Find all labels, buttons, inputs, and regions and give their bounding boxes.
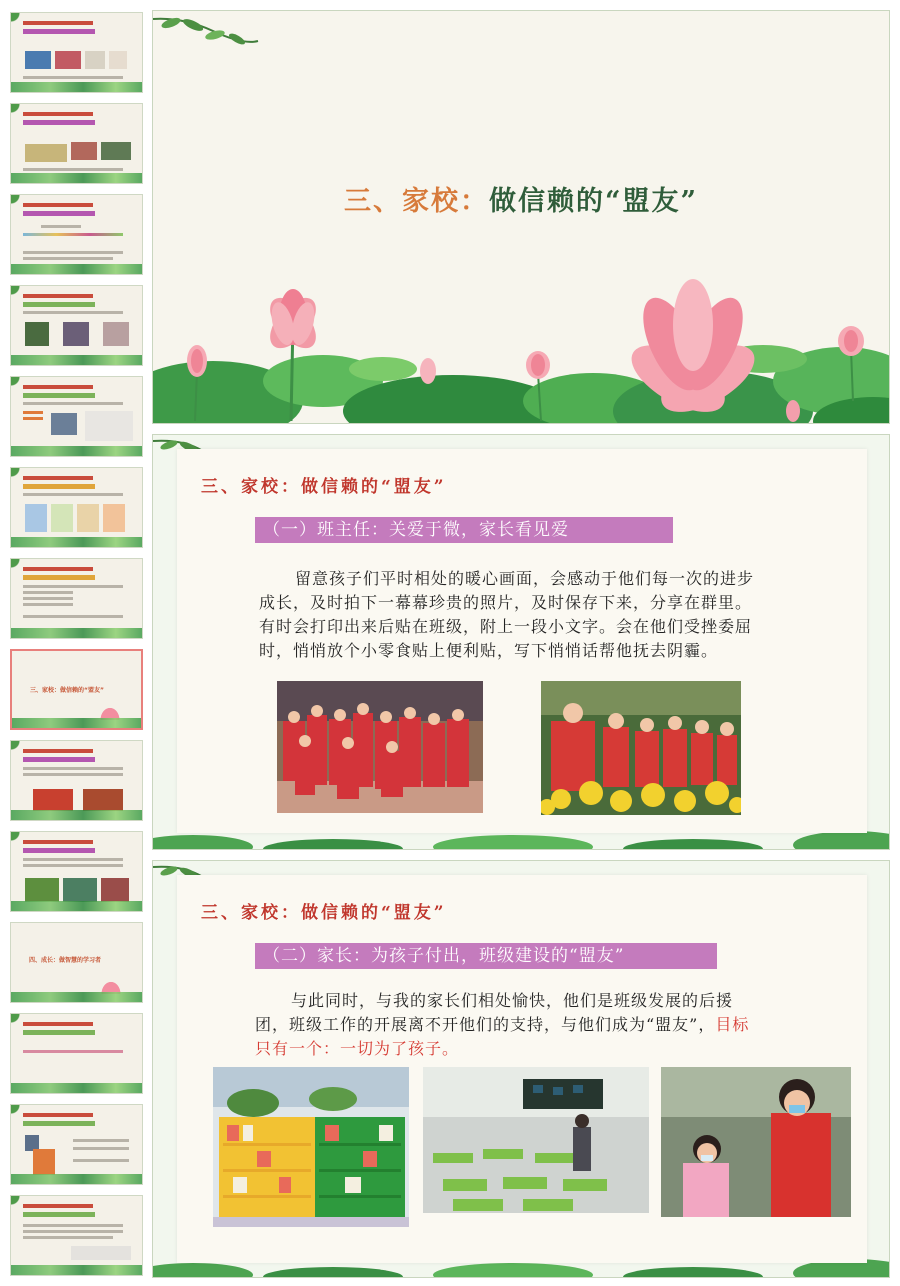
slide-thumbnail[interactable] (10, 1195, 143, 1276)
slide-class-teacher[interactable] (152, 434, 890, 850)
slide-thumbnail[interactable] (10, 467, 143, 548)
slide-thumbnail[interactable] (10, 103, 143, 184)
students-flowers-photo (541, 681, 741, 815)
body-paragraph: 留意孩子们平时相处的暖心画面，会感动于他们每一次的进步成长，及时拍下一幕幕珍贵的照片，及时保存下来，分享在群里。有时会打印出来后贴在班级，附上一段小文字。会在他们受挫委屈时，悄悄放个小零食贴上便利贴，写下悄悄话帮他抚去阴霾。 (259, 569, 755, 660)
lotus-pond-illustration (153, 261, 890, 424)
body-paragraph (255, 989, 755, 1061)
slide-thumbnail[interactable] (10, 558, 143, 639)
subsection-band: （一）班主任：关爱于微，家长看见爱 (255, 517, 673, 543)
thumbnail-title: 三、家校：做信赖的“盟友” (30, 687, 104, 694)
slide-thumbnail-current[interactable] (10, 649, 143, 730)
slide-section-title[interactable] (152, 10, 890, 424)
section-title (153, 179, 889, 218)
highlight-text: 目标只有一个：一切为了孩子。 (255, 1015, 750, 1058)
body-text: 与此同时，与我的家长们相处愉快，他们是班级发展的后援团，班级工作的开展离不开他们的支持，与他们成为“盟友”， (255, 991, 734, 1034)
slide-thumbnail[interactable] (10, 1013, 143, 1094)
class-group-photo (277, 681, 483, 813)
subsection-band: （二）家长：为孩子付出，班级建设的“盟友” (255, 943, 717, 969)
slide-thumbnail[interactable] (10, 922, 143, 1003)
slide-parents[interactable] (152, 860, 890, 1278)
slide-thumbnail-panel[interactable] (6, 8, 144, 1280)
slide-heading: 三、家校：做信赖的“盟友” (201, 477, 447, 497)
parent-volunteer-photo (661, 1067, 851, 1217)
slide-heading: 三、家校：做信赖的“盟友” (201, 903, 447, 923)
slide-thumbnail[interactable] (10, 285, 143, 366)
thumbnail-title: 四、成长：做智慧的学习者 (29, 957, 102, 964)
section-title-main: 做信赖的“盟友” (488, 186, 699, 217)
slide-thumbnail[interactable] (10, 1104, 143, 1185)
classroom-photo (423, 1067, 649, 1213)
content-card (177, 875, 867, 1263)
slide-thumbnail[interactable] (10, 831, 143, 912)
slide-thumbnail[interactable] (10, 194, 143, 275)
vine-decoration-icon (153, 11, 263, 71)
section-title-prefix: 三、家校： (343, 186, 489, 217)
slide-thumbnail[interactable] (10, 12, 143, 93)
content-card (177, 449, 867, 833)
slide-thumbnail[interactable] (10, 740, 143, 821)
bookshelf-photo (213, 1067, 409, 1227)
slide-thumbnail[interactable] (10, 376, 143, 457)
